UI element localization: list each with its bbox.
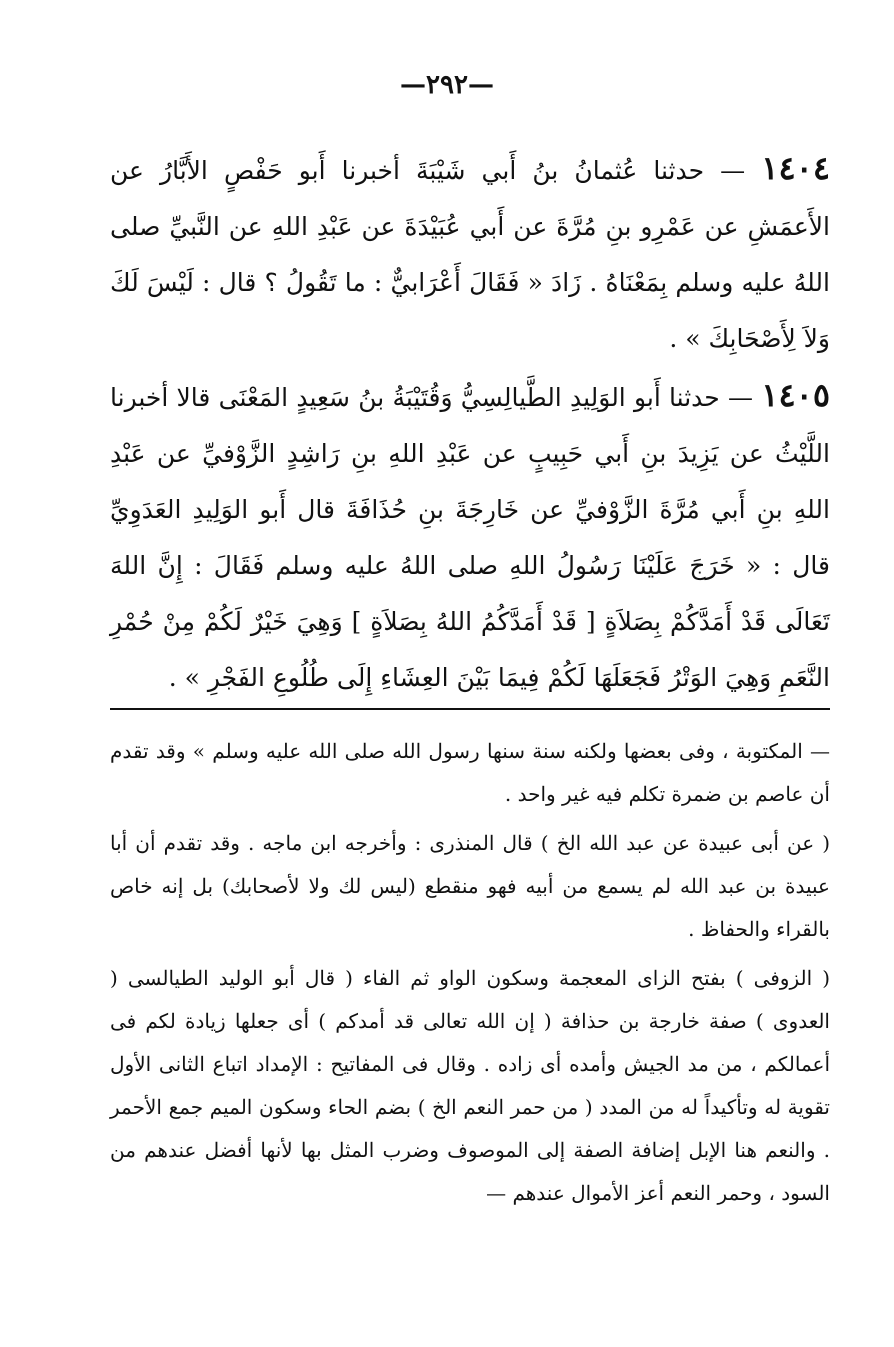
hadith-body: — حدثنا أَبو الوَلِيدِ الطَّيالِسِيُّ وَقُتَيْبَةُ بنُ سَعِيدٍ المَعْنَى قالا أخبرنا اللَّيْثُ عن يَزِيدَ بنِ أَبي حَبِيبٍ عن عَبْدِ اللهِ بنِ رَاشِدٍ الزَّوْفيِّ عن عَبْدِ اللهِ بنِ أَبي مُرَّةَ الزَّوْفيِّ عن خَارِجَةَ بنِ حُذَافَةَ قال أَبو الوَلِيدِ العَدَوِيِّ قال : « خَرَجَ عَلَيْنَا رَسُولُ اللهِ صلى اللهُ عليه وسلم فَقَالَ : إِنَّ اللهَ تَعَالَى قَدْ أَمَدَّكُمْ بِصَلاَةٍ [ قَدْ أَمَدَّكُمُ اللهُ بِصَلاَةٍ ] وَهِيَ خَيْرٌ لَكُمْ مِنْ حُمْرِ النَّعَمِ وَهِيَ الوَتْرُ فَجَعَلَهَا لَكُمْ فِيمَا بَيْنَ العِشَاءِ إِلَى طُلُوعِ الفَجْرِ » . bbox=[110, 383, 830, 692]
hadith-body: — حدثنا عُثمانُ بنُ أَبي شَيْبَةَ أخبرنا أَبو حَفْصٍ الأَبَّارُ عن الأَعمَشِ عن عَمْرِو بنِ مُرَّةَ عن أَبي عُبَيْدَةَ عن عَبْدِ اللهِ عن النَّبيِّ صلى اللهُ عليه وسلم بِمَعْنَاهُ . زَادَ « فَقَالَ أَعْرَابيٌّ : ما تَقُولُ ؟ قال : لَيْسَ لَكَ وَلاَ لِأَصْحَابِكَ » . bbox=[110, 156, 830, 353]
footnote: ( عن أبى عبيدة عن عبد الله الخ ) قال المنذرى : وأخرجه ابن ماجه . وقد تقدم أن أبا عبيدة بن عبد الله لم يسمع من أبيه فهو منقطع (ليس لك ولا لأصحابك) بل إنه خاص بالقراء والحفاظ . bbox=[110, 831, 830, 941]
hadith-number: ١٤٠٥ bbox=[761, 376, 830, 414]
footnote-separator bbox=[110, 708, 830, 710]
page-number: —٢٩٢— bbox=[400, 70, 494, 100]
footnote: ( الزوفى ) بفتح الزاى المعجمة وسكون الواو ثم الفاء ( قال أبو الوليد الطيالسى ( العدوى ) صفة خارجة بن حذافة ( إن الله تعالى قد أمدكم ) أى جعلها زيادة لكم فى أعمالكم ، من مد الجيش وأمده أى زاده . وقال فى المفاتيح : الإمداد اتباع الثانى الأول تقوية له وتأكيداً له من المدد ( من حمر النعم الخ ) بضم الحاء وسكون الميم جمع الأحمر . والنعم هنا الإبل إضافة الصفة إلى الموصوف وضرب المثل بها لأنها أفضل عندهم من السود ، وحمر النعم أعز الأموال عندهم — bbox=[110, 966, 830, 1205]
footnote: — المكتوبة ، وفى بعضها ولكنه سنة سنها رسول الله صلى الله عليه وسلم » وقد تقدم أن عاصم بن ضمرة تكلم فيه غير واحد . bbox=[110, 739, 830, 806]
hadith-1404 bbox=[110, 140, 830, 367]
hadith-1405 bbox=[110, 367, 830, 706]
footnotes-block bbox=[110, 730, 830, 1221]
hadith-text-block bbox=[110, 140, 830, 706]
hadith-number: ١٤٠٤ bbox=[761, 149, 830, 187]
